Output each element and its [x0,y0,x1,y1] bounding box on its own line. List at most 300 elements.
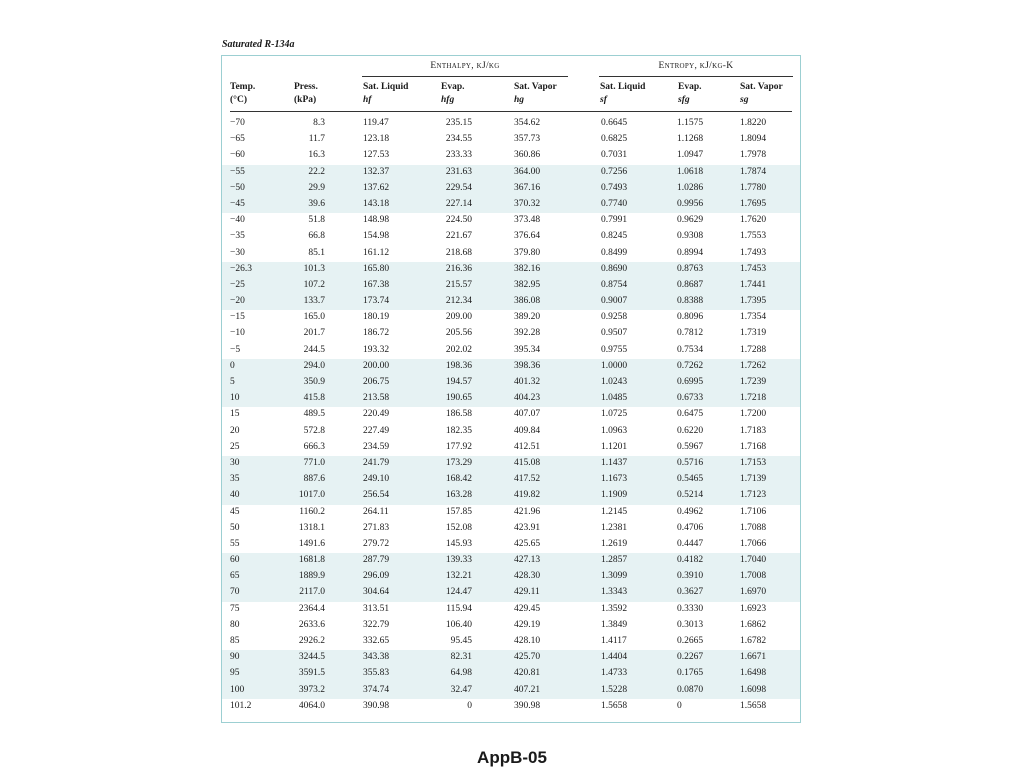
table-cell: 51.8 [308,215,325,226]
table-cell: 1.7153 [740,457,767,468]
table-cell: 0.9258 [601,312,628,323]
table-cell: 173.29 [445,457,472,468]
table-cell: 11.7 [308,134,325,145]
table-cell: 415.08 [514,457,541,468]
table-cell: 0.2665 [677,636,704,646]
table-cell: 8.3 [313,118,325,128]
table-cell: 180.19 [363,312,390,323]
table-cell: 1.0618 [677,166,704,177]
table-cell: 173.74 [363,296,390,307]
table-cell: 0.8245 [601,231,628,242]
table-cell: 95 [230,668,240,679]
table-cell: 165.0 [303,312,325,323]
table-cell: 0.6645 [601,118,628,128]
table-cell: 233.33 [445,150,472,161]
table-cell: 5 [230,377,235,387]
table-cell: 1.0286 [677,182,704,193]
table-cell: 0.8763 [677,263,704,274]
table-cell: 1.3343 [601,587,628,598]
table-cell: 0.7740 [601,198,628,209]
table-cell: 429.45 [514,603,541,614]
table-cell: 429.11 [514,587,540,598]
table-cell: 1.1673 [601,474,628,485]
table-cell: 190.65 [445,393,472,404]
table-row [222,683,800,699]
table-cell: 10 [230,393,240,404]
header-temp: Temp. (°C) [230,82,256,105]
table-cell: 82.31 [450,652,472,663]
table-row [222,148,800,164]
table-cell: 427.13 [514,555,541,566]
table-cell: 1.7395 [740,296,767,307]
table-cell: 4064.0 [298,700,325,711]
table-cell: 50 [230,522,240,533]
table-cell: 1.1437 [601,457,628,468]
table-row [222,456,800,472]
table-cell: 0.8690 [601,263,628,274]
table-cell: 1.6671 [740,652,767,663]
table-cell: 1.7493 [740,247,767,258]
table-cell: −45 [230,198,245,209]
table-row [222,602,800,618]
table-cell: 1.3099 [601,571,628,582]
table-cell: 412.51 [514,441,541,452]
table-row [222,326,800,342]
table-cell: 220.49 [363,409,390,420]
table-cell: 0.5214 [677,490,704,501]
table-cell: 2633.6 [298,619,325,630]
table-cell: 60 [230,555,240,566]
table-row [222,375,800,391]
table-cell: 20 [230,425,240,436]
table-cell: 205.56 [445,328,472,339]
table-cell: 65 [230,571,240,582]
table-cell: 420.81 [514,668,541,679]
table-cell: 202.02 [445,344,472,355]
table-cell: 0.6995 [677,377,704,387]
table-cell: 244.5 [303,344,325,355]
table-cell: 0.4962 [677,506,704,517]
table-cell: 304.64 [363,587,390,598]
table-cell: 1.6862 [740,619,767,630]
table-cell: 1.7239 [740,377,767,387]
table-cell: 407.21 [514,684,541,695]
table-row [222,294,800,310]
table-cell: 1.4733 [601,668,628,679]
table-cell: 350.9 [303,377,325,387]
table-cell: 165.80 [363,263,390,274]
table-cell: 212.34 [445,296,472,307]
table-cell: 0.7812 [677,328,704,339]
table-cell: 489.5 [303,409,325,420]
table-cell: 386.08 [514,296,541,307]
table-cell: 0.6825 [601,134,628,145]
table-cell: 229.54 [445,182,472,193]
table-cell: 2117.0 [299,587,325,598]
table-cell: 0 [230,360,235,371]
table-cell: 145.93 [445,538,472,549]
table-cell: 294.0 [303,360,325,371]
table-cell: 193.32 [363,344,390,355]
table-cell: −30 [230,247,245,258]
table-cell: −25 [230,279,245,290]
table-cell: 101.3 [303,263,325,274]
table-cell: 1.7200 [740,409,767,420]
table-cell: 1.7978 [740,150,767,161]
table-cell: 231.63 [445,166,472,177]
table-cell: 0.3013 [677,619,704,630]
header-sg: Sat. Vapor sg [740,82,783,105]
table-cell: 0.7534 [677,344,704,355]
table-row [222,424,800,440]
slide-footer: AppB-05 [477,748,547,767]
table-cell: 392.28 [514,328,541,339]
table-cell: 32.47 [450,684,472,695]
table-row [222,618,800,634]
table-cell: 264.11 [363,506,389,517]
table-row [222,310,800,326]
table-cell: 115.94 [446,603,472,614]
table-cell: 85.1 [308,247,325,258]
table-row [222,407,800,423]
table-cell: 3591.5 [298,668,325,679]
table-cell: 343.38 [363,652,390,663]
table-cell: 1.0243 [601,377,628,387]
header-hg: Sat. Vapor hg [514,82,557,105]
table-cell: 127.53 [363,150,390,161]
table-cell: 0.8096 [677,312,704,323]
table-cell: 0.9507 [601,328,628,339]
table-cell: 25 [230,441,240,452]
table-cell: 1.1201 [601,441,628,452]
table-row [222,165,800,181]
table-cell: −40 [230,215,245,226]
table-cell: 0.8754 [601,279,628,290]
table-cell: 0.5465 [677,474,704,485]
table-cell: 1.5658 [601,700,628,711]
table-cell: 279.72 [363,538,390,549]
table-cell: 425.65 [514,538,541,549]
table-cell: 1.7441 [740,279,767,290]
table-cell: 389.20 [514,312,541,323]
table-cell: 395.34 [514,344,541,355]
table-cell: 1318.1 [298,522,325,533]
table-cell: 1.7780 [740,182,767,193]
table-cell: 39.6 [308,198,325,209]
table-cell: 417.52 [514,474,541,485]
table-cell: 1.3592 [601,603,628,614]
table-cell: 419.82 [514,490,541,501]
table-cell: 409.84 [514,425,541,436]
table-cell: 0.8994 [677,247,704,258]
table-cell: 107.2 [303,279,325,290]
table-row [222,116,800,132]
table-cell: 22.2 [308,166,325,177]
table-cell: 666.3 [303,441,325,452]
table-cell: 1.1268 [677,134,704,145]
table-cell: 296.09 [363,571,390,582]
table-cell: 0.3910 [677,571,704,582]
table-cell: 1.7008 [740,571,767,582]
table-cell: 95.45 [450,636,472,646]
table-cell: −10 [230,328,245,339]
table-cell: 133.7 [303,296,325,307]
table-row [222,666,800,682]
table-row [222,472,800,488]
table-cell: 390.98 [514,700,541,711]
table-cell: 132.37 [363,166,390,177]
table-cell: 194.57 [445,377,472,387]
table-cell: −70 [230,118,245,128]
table-cell: 0.9308 [677,231,704,242]
table-cell: 1.7088 [740,522,767,533]
table-cell: 0.6220 [677,425,704,436]
table-cell: 1.7139 [740,474,767,485]
enthalpy-group-rule [362,76,568,77]
header-press: Press. (kPa) [294,82,318,105]
table-cell: 0.8499 [601,247,628,258]
table-cell: 3973.2 [298,684,325,695]
table-cell: 322.79 [363,619,390,630]
table-cell: 198.36 [445,360,472,371]
table-cell: 0.7493 [601,182,628,193]
table-cell: 227.14 [445,198,472,209]
table-cell: 313.51 [363,603,390,614]
table-cell: 1.7168 [740,441,767,452]
table-cell: 1.7066 [740,538,767,549]
table-cell: 771.0 [303,457,325,468]
table-cell: 154.98 [363,231,390,242]
entropy-group-header: Entropy, kJ/kg-K [658,61,734,71]
table-cell: 119.47 [363,118,389,128]
table-cell: −5 [230,344,241,355]
table-row [222,132,800,148]
table-cell: 0.7262 [677,360,704,371]
table-cell: 364.00 [514,166,541,177]
table-cell: 1.0947 [677,150,704,161]
table-cell: 572.8 [303,425,325,436]
table-cell: 2926.2 [298,636,325,646]
table-cell: 0.7991 [601,215,628,226]
table-cell: 161.12 [363,247,390,258]
table-cell: 1.7262 [740,360,767,371]
table-cell: 1681.8 [298,555,325,566]
table-row [222,343,800,359]
table-cell: 0.5967 [677,441,704,452]
table-cell: 1.0485 [601,393,628,404]
table-cell: 1.7040 [740,555,767,566]
table-row [222,197,800,213]
table-cell: 1.7695 [740,198,767,209]
table-cell: 332.65 [363,636,390,646]
table-body [222,116,800,715]
table-cell: 425.70 [514,652,541,663]
table-row [222,278,800,294]
table-cell: 428.10 [514,636,541,646]
table-cell: 1.4404 [601,652,628,663]
table-row [222,569,800,585]
table-cell: 40 [230,490,240,501]
table-cell: 373.48 [514,215,541,226]
table-row [222,488,800,504]
table-cell: 1.7354 [740,312,767,323]
header-rule [230,111,792,112]
table-cell: 213.58 [363,393,390,404]
table-cell: 1.5228 [601,684,628,695]
table-cell: 0.9629 [677,215,704,226]
table-cell: 1.0963 [601,425,628,436]
table-cell: 1.7288 [740,344,767,355]
table-cell: 376.64 [514,231,541,242]
table-cell: 168.42 [445,474,472,485]
table-cell: 370.32 [514,198,541,209]
table-cell: 360.86 [514,150,541,161]
table-cell: 1.7553 [740,231,767,242]
enthalpy-group-header: Enthalpy, kJ/kg [430,61,500,71]
table-cell: 0.6475 [677,409,704,420]
table-cell: 70 [230,587,240,598]
table-cell: 1.8094 [740,134,767,145]
table-cell: 0.9007 [601,296,628,307]
table-cell: 201.7 [303,328,325,339]
table-cell: 355.83 [363,668,390,679]
table-cell: 1.6782 [740,636,767,646]
table-cell: 367.16 [514,182,541,193]
table-cell: 379.80 [514,247,541,258]
table-cell: 1.2619 [601,538,628,549]
table-cell: 429.19 [514,619,541,630]
table-cell: 1.6498 [740,668,767,679]
table-cell: 1.1909 [601,490,628,501]
table-cell: 35 [230,474,240,485]
table-cell: 215.57 [445,279,472,290]
table-cell: 30 [230,457,240,468]
table-cell: −26.3 [230,263,252,274]
table-cell: 1.1575 [677,118,704,128]
table-cell: 167.38 [363,279,390,290]
table-cell: 66.8 [308,231,325,242]
table-cell: 256.54 [363,490,390,501]
table-cell: 1160.2 [299,506,325,517]
table-cell: 177.92 [445,441,472,452]
table-cell: −20 [230,296,245,307]
table-cell: 0.4182 [677,555,704,566]
table-cell: 428.30 [514,571,541,582]
header-sfg: Evap. sfg [678,82,702,105]
table-cell: 90 [230,652,240,663]
table-cell: 0 [467,700,472,711]
table-cell: 1.7183 [740,425,767,436]
table-row [222,650,800,666]
table-cell: 1017.0 [298,490,325,501]
table-cell: 1889.9 [298,571,325,582]
table-cell: 80 [230,619,240,630]
table-cell: 1.0725 [601,409,628,420]
table-cell: 398.36 [514,360,541,371]
table-cell: 148.98 [363,215,390,226]
table-cell: 0.8687 [677,279,704,290]
table-cell: 0.0870 [677,684,704,695]
table-cell: 0.4706 [677,522,704,533]
header-hf: Sat. Liquid hf [363,82,409,105]
table-cell: 0.3330 [677,603,704,614]
table-cell: 124.47 [445,587,472,598]
table-row [222,391,800,407]
table-cell: 1.6098 [740,684,767,695]
table-row [222,246,800,262]
table-row [222,213,800,229]
table-row [222,553,800,569]
table-row [222,699,800,715]
table-cell: 1.4117 [601,636,627,646]
table-cell: 357.73 [514,134,541,145]
table-row [222,585,800,601]
table-row [222,262,800,278]
table-cell: 390.98 [363,700,390,711]
table-cell: 132.21 [445,571,472,582]
table-cell: 15 [230,409,240,420]
table-cell: 200.00 [363,360,390,371]
table-cell: 0.3627 [677,587,704,598]
table-cell: 421.96 [514,506,541,517]
table-cell: 163.28 [445,490,472,501]
table-cell: 216.36 [445,263,472,274]
table-row [222,505,800,521]
table-cell: 374.74 [363,684,390,695]
table-cell: 401.32 [514,377,541,387]
table-cell: 1.0000 [601,360,628,371]
table-row [222,537,800,553]
table-cell: 152.08 [445,522,472,533]
table-cell: 186.58 [445,409,472,420]
table-cell: 382.95 [514,279,541,290]
table-cell: 1.7218 [740,393,767,404]
table-cell: 407.07 [514,409,541,420]
table-cell: 143.18 [363,198,390,209]
table-cell: 2364.4 [298,603,325,614]
table-cell: 249.10 [363,474,390,485]
table-cell: 123.18 [363,134,390,145]
header-hfg: Evap. hfg [441,82,465,105]
table-cell: 1.7123 [740,490,767,501]
table-cell: 1.7106 [740,506,767,517]
table-cell: 354.62 [514,118,541,128]
table-cell: 75 [230,603,240,614]
table-cell: −65 [230,134,245,145]
table-cell: −55 [230,166,245,177]
table-cell: 1491.6 [298,538,325,549]
table-cell: −35 [230,231,245,242]
table-row [222,181,800,197]
table-cell: 55 [230,538,240,549]
table-cell: −15 [230,312,245,323]
table-cell: 218.68 [445,247,472,258]
table-cell: 1.7620 [740,215,767,226]
table-cell: 415.8 [303,393,325,404]
table-cell: 0 [677,700,682,711]
table-cell: 0.7031 [601,150,628,161]
table-cell: 221.67 [445,231,472,242]
table-cell: 29.9 [308,182,325,193]
table-cell: 100 [230,684,245,695]
table-cell: 234.55 [445,134,472,145]
table-cell: 0.6733 [677,393,704,404]
table-row [222,521,800,537]
table-cell: 241.79 [363,457,390,468]
table-cell: −50 [230,182,245,193]
table-cell: 3244.5 [298,652,325,663]
table-cell: 271.83 [363,522,390,533]
